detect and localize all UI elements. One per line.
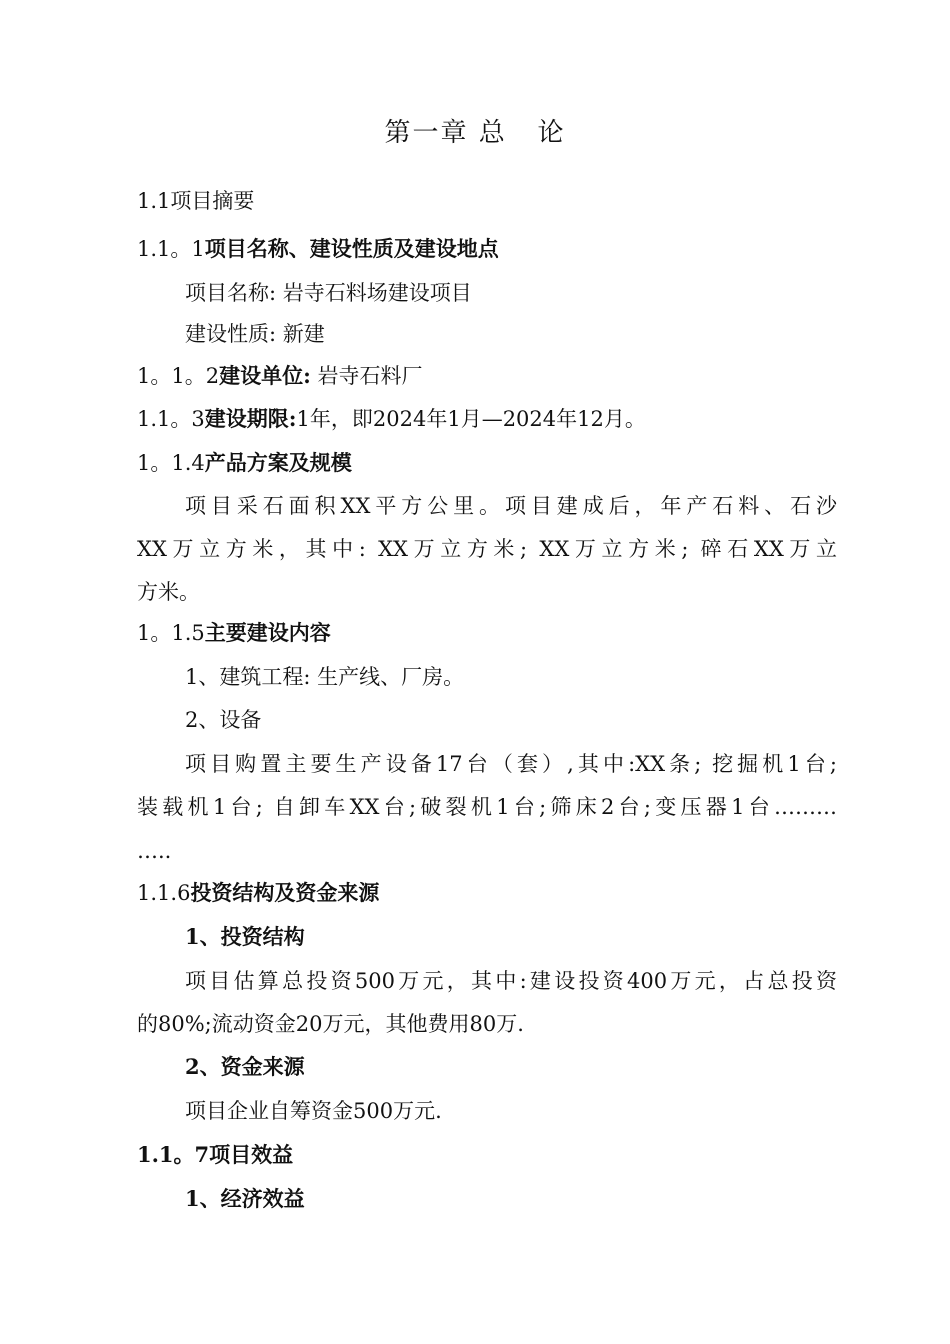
section-number: 1.1。1 [137,237,205,261]
section-1-1-5 [137,618,837,648]
section-text: 岩寺石料厂 [310,364,423,388]
section-number: 1。1.5 [137,621,205,645]
project-nature-line: 建设性质: 新建 [185,322,325,346]
section-heading: 项目效益 [209,1142,294,1167]
section-heading: 建设单位: [219,363,311,388]
section-heading: 投资结构及资金来源 [190,880,380,905]
section-1-1-4 [137,448,837,478]
section-number: 1.1。7 [137,1142,210,1167]
section-1-1-2 [137,361,837,391]
section-heading: 产品方案及规模 [204,450,352,475]
section-1-1-6 [137,878,837,908]
investment-paragraph-line: 项目估算总投资500万元，其中:建设投资400万元，占总投资 [185,969,837,993]
build-item-2: 2、设备 [185,708,262,732]
project-name-line: 项目名称: 岩寺石料场建设项目 [185,281,472,305]
fund-source-text: 项目企业自筹资金500万元. [185,1099,442,1123]
equipment-paragraph-line: ….. [137,839,172,863]
section-number: 1。1。2 [137,364,220,388]
section-number: 1。1.4 [137,451,205,475]
section-1-1-7 [137,1140,837,1170]
investment-paragraph-line: 的80%;流动资金20万元，其他费用80万. [137,1012,524,1036]
investment-structure-heading: 1、投资结构 [185,924,305,949]
fund-source-heading: 2、资金来源 [185,1054,305,1079]
section-text: 1年，即2024年1月—2024年12月。 [296,407,646,431]
section-heading: 建设期限: [204,406,297,431]
product-paragraph-line: XX万立方米，其中: XX万立方米; XX万立方米; 碎石XX万立 [137,537,837,561]
section-1-1: 1.1项目摘要 [137,189,255,213]
chapter-title: 第一章 总 论 [384,118,566,148]
section-number: 1.1。3 [137,407,205,431]
section-1-1-1 [137,234,837,264]
build-item-1: 1、建筑工程: 生产线、厂房。 [185,665,465,689]
section-heading: 主要建设内容 [204,620,331,645]
product-paragraph-line: 项目采石面积XX平方公里。项目建成后，年产石料、石沙 [185,494,837,518]
section-heading: 项目名称、建设性质及建设地点 [204,236,499,261]
section-1-1-3 [137,404,837,434]
economic-benefit-heading: 1、经济效益 [185,1186,305,1211]
equipment-paragraph-line: 装载机1台; 自卸车XX台;破裂机1台;筛床2台;变压器1台……… [137,795,837,819]
section-number: 1.1.6 [137,881,191,905]
equipment-paragraph-line: 项目购置主要生产设备17台（套）,其中:XX条; 挖掘机1台; [185,752,837,776]
product-paragraph-line: 方米。 [137,580,200,604]
